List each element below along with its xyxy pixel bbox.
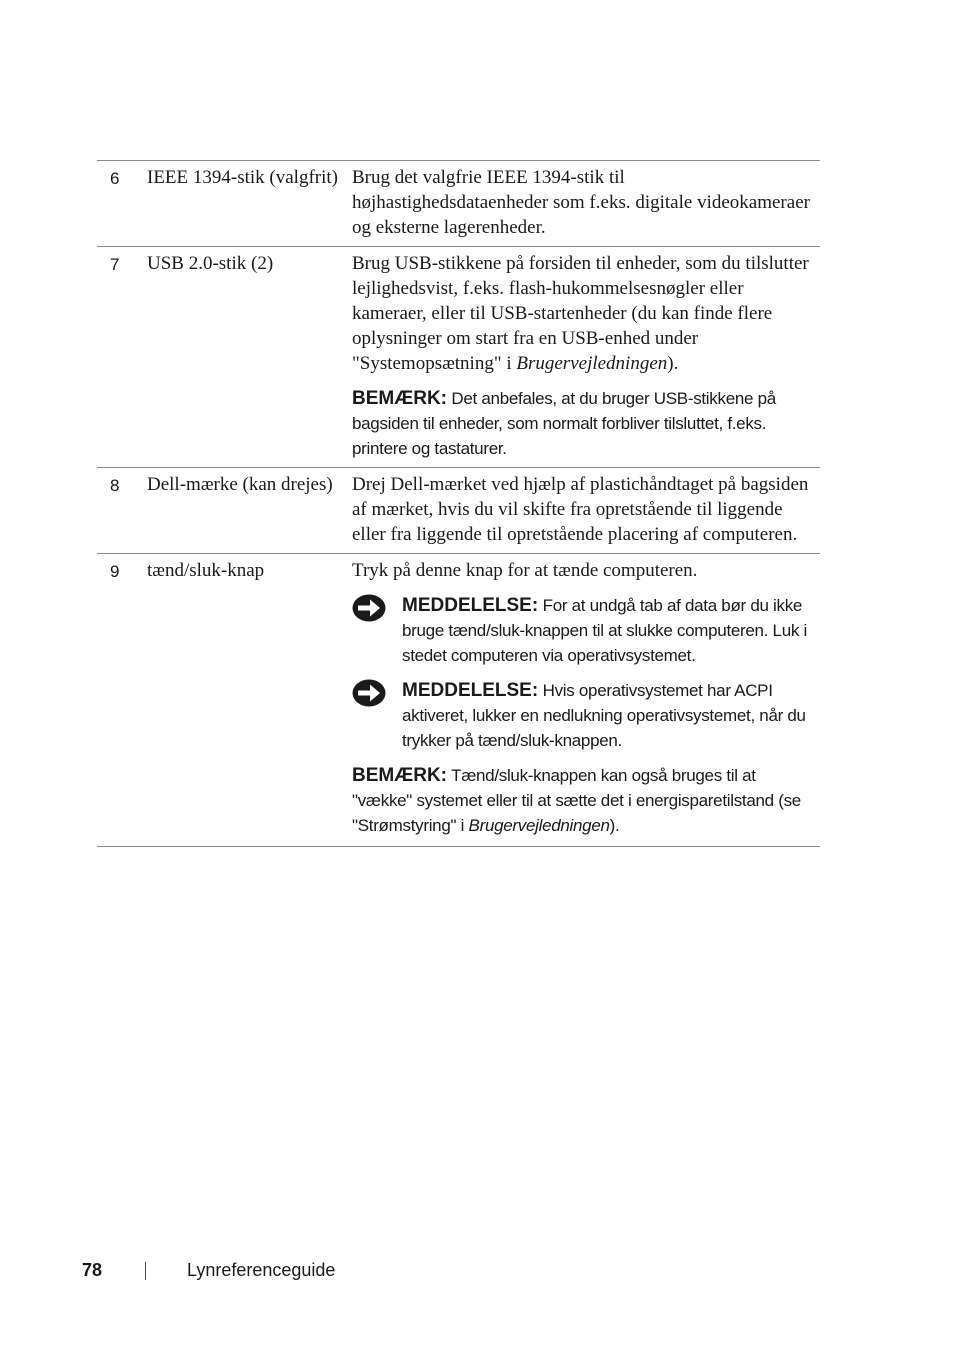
notice-icon <box>352 593 402 668</box>
notice-label: MEDDELELSE: <box>402 680 539 701</box>
row-description <box>352 472 820 547</box>
guide-reference: Brugervejledningen <box>468 816 610 835</box>
row-number: 7 <box>110 255 120 274</box>
row-number: 6 <box>110 169 120 188</box>
note: BEMÆRK: Tænd/sluk-knappen kan også bruges til at "vække" systemet eller til at sætte det i energisparetilstand (se "Strømstyring" i Brugervejledningen). <box>352 765 801 835</box>
row-number: 8 <box>110 476 120 495</box>
page-number: 78 <box>82 1260 103 1280</box>
footer-divider <box>145 1262 146 1280</box>
notice-label: MEDDELELSE: <box>402 595 539 616</box>
row-description <box>352 251 820 461</box>
row-item: Dell-mærke (kan drejes) <box>147 474 333 495</box>
guide-reference: Brugervejledningen <box>516 353 668 374</box>
row-number: 9 <box>110 562 120 581</box>
note-label: BEMÆRK: <box>352 765 447 786</box>
notice-text: For at undgå tab af data bør du ikke bruge tænd/sluk-knappen til at slukke computeren. Luk i stedet computeren via operativsystemet. <box>402 596 807 665</box>
row-item: USB 2.0-stik (2) <box>147 253 274 274</box>
description-text: Brug det valgfrie IEEE 1394-stik til højhastighedsdataenheder som f.eks. digitale videokameraer og eksterne lagerenheder. <box>352 167 810 238</box>
notice-icon <box>352 678 402 753</box>
description-text: Brug USB-stikkene på forsiden til enheder, som du tilslutter lejlighedsvist, f.eks. flash-hukommelsesnøgler eller kameraer, eller til USB-startenheder (du kan finde flere oplysninger om start fra en USB-enhed under "Systemopsætning" i Brugervejledningen). <box>352 253 809 374</box>
table-row <box>97 247 820 468</box>
row-item: IEEE 1394-stik (valgfrit) <box>147 167 339 188</box>
table-row <box>97 554 820 847</box>
connector-table <box>97 160 820 847</box>
footer-title: Lynreferenceguide <box>187 1260 336 1280</box>
table-row <box>97 161 820 247</box>
notice <box>352 593 820 668</box>
note-label: BEMÆRK: <box>352 388 447 409</box>
description-text: Tryk på denne knap for at tænde computeren. <box>352 560 698 581</box>
table-row <box>97 468 820 554</box>
note <box>352 386 820 461</box>
row-description <box>352 165 820 240</box>
row-item: tænd/sluk-knap <box>147 560 265 581</box>
row-description <box>352 558 820 838</box>
notice-text: Hvis operativsystemet har ACPI aktiveret, lukker en nedlukning operativsystemet, når du trykker på tænd/sluk-knappen. <box>402 681 806 750</box>
note-text: Det anbefales, at du bruger USB-stikkene på bagsiden til enheder, som normalt forbliver tilsluttet, f.eks. printere og tastaturer. <box>352 389 776 458</box>
notice <box>352 678 820 753</box>
description-text: Drej Dell-mærket ved hjælp af plastichåndtaget på bagsiden af mærket, hvis du vil skifte fra opretstående til liggende eller fra liggende til opretstående placering af computeren. <box>352 474 809 545</box>
